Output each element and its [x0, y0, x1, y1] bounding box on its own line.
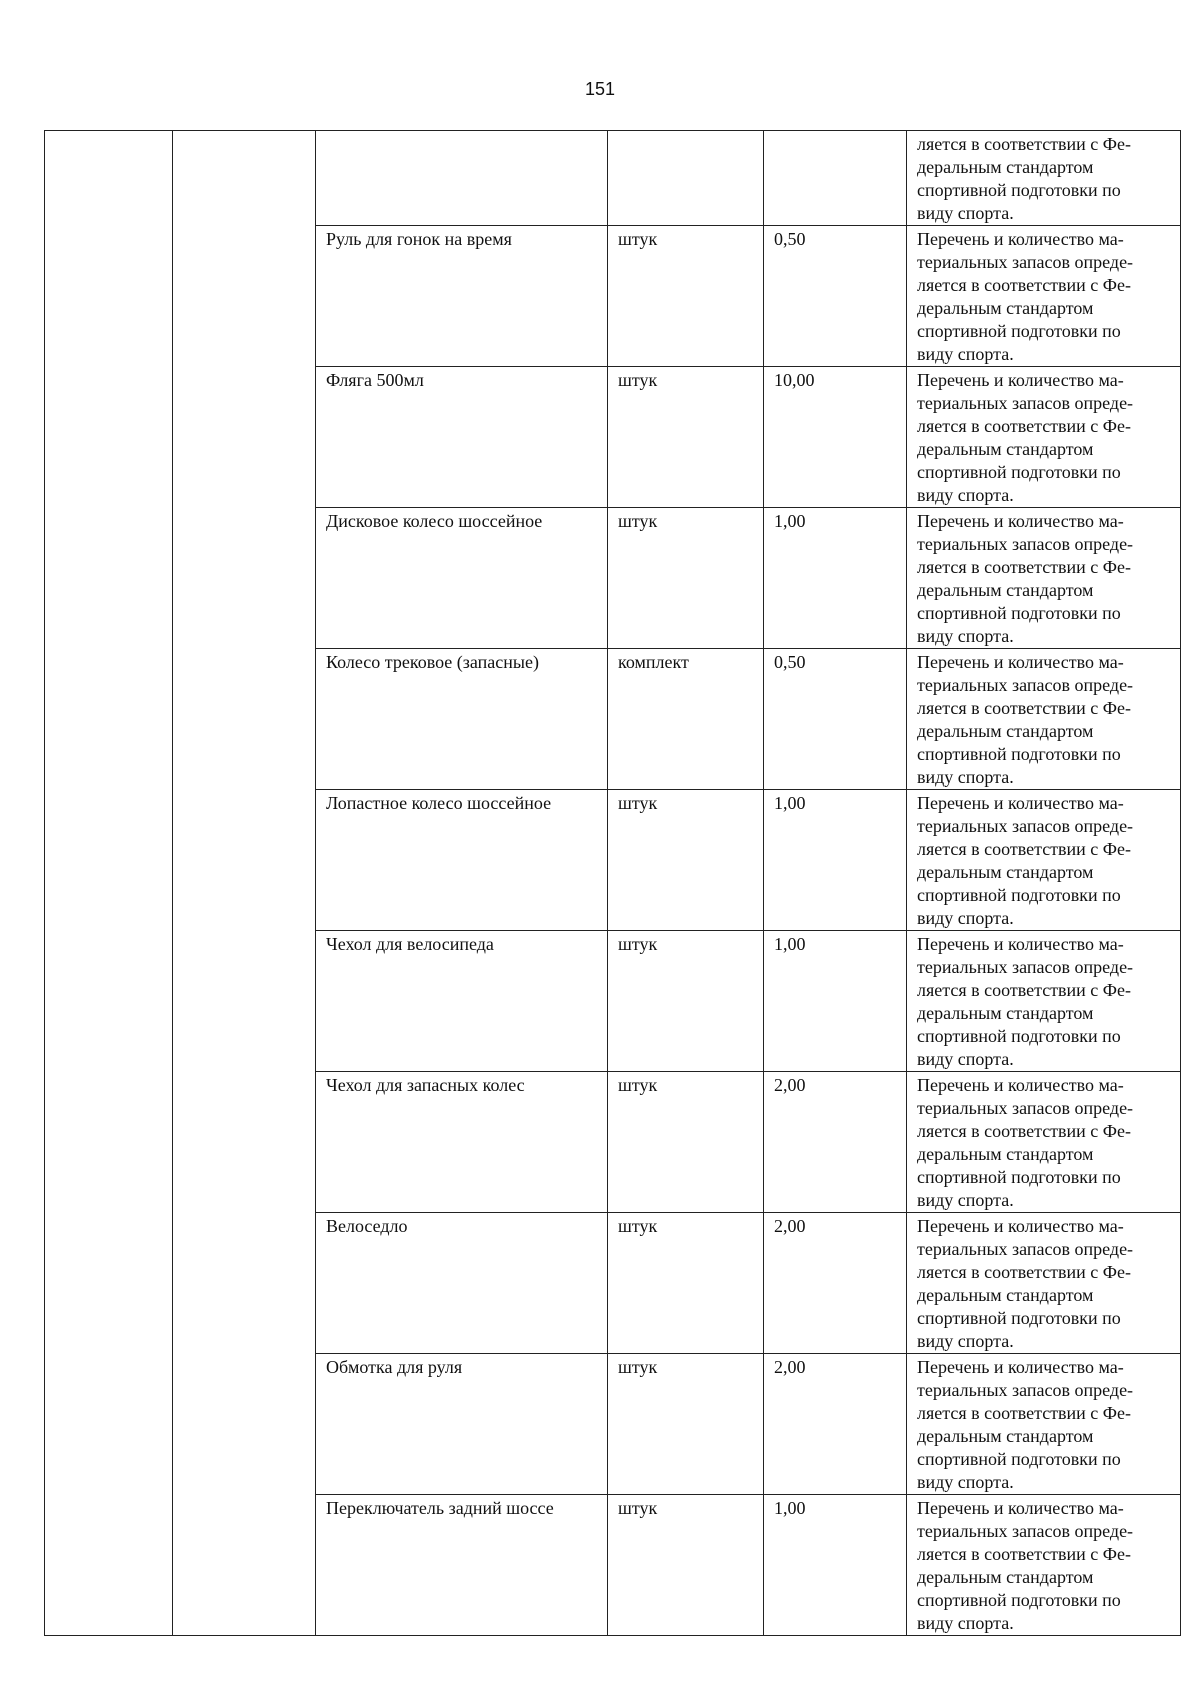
unit-cell: штук: [608, 790, 764, 931]
quantity-cell: 2,00: [764, 1354, 907, 1495]
unit-cell: штук: [608, 1354, 764, 1495]
note-cell: ляется в соответствии с Фе- деральным стандартом спортивной подготовки по виду спорта.: [907, 131, 1181, 226]
materials-table: [44, 130, 1181, 1636]
item-name-cell: Руль для гонок на время: [316, 226, 608, 367]
item-name-cell: Велоседло: [316, 1213, 608, 1354]
note-cell: Перечень и количество ма- териальных запасов опреде- ляется в соответствии с Фе- деральным стандартом спортивной подготовки по виду спорта.: [907, 226, 1181, 367]
quantity-cell: 2,00: [764, 1213, 907, 1354]
note-cell: Перечень и количество ма- териальных запасов опреде- ляется в соответствии с Фе- деральным стандартом спортивной подготовки по виду спорта.: [907, 931, 1181, 1072]
quantity-cell: 1,00: [764, 508, 907, 649]
note-cell: Перечень и количество ма- териальных запасов опреде- ляется в соответствии с Фе- деральным стандартом спортивной подготовки по виду спорта.: [907, 1072, 1181, 1213]
item-name-cell: Лопастное колесо шоссейное: [316, 790, 608, 931]
unit-cell: штук: [608, 1495, 764, 1636]
unit-cell: [608, 131, 764, 226]
unit-cell: штук: [608, 226, 764, 367]
note-cell: Перечень и количество ма- териальных запасов опреде- ляется в соответствии с Фе- деральным стандартом спортивной подготовки по виду спорта.: [907, 649, 1181, 790]
item-name-cell: Чехол для велосипеда: [316, 931, 608, 1072]
note-cell: Перечень и количество ма- териальных запасов опреде- ляется в соответствии с Фе- деральным стандартом спортивной подготовки по виду спорта.: [907, 1495, 1181, 1636]
item-name-cell: Дисковое колесо шоссейное: [316, 508, 608, 649]
item-name-cell: Обмотка для руля: [316, 1354, 608, 1495]
item-name-cell: Колесо трековое (запасные): [316, 649, 608, 790]
note-cell: Перечень и количество ма- териальных запасов опреде- ляется в соответствии с Фе- деральным стандартом спортивной подготовки по виду спорта.: [907, 1354, 1181, 1495]
note-cell: Перечень и количество ма- териальных запасов опреде- ляется в соответствии с Фе- деральным стандартом спортивной подготовки по виду спорта.: [907, 1213, 1181, 1354]
quantity-cell: 0,50: [764, 649, 907, 790]
quantity-cell: 0,50: [764, 226, 907, 367]
note-cell: Перечень и количество ма- териальных запасов опреде- ляется в соответствии с Фе- деральным стандартом спортивной подготовки по виду спорта.: [907, 508, 1181, 649]
page-number: 151: [584, 79, 616, 99]
quantity-cell: 10,00: [764, 367, 907, 508]
quantity-cell: [764, 131, 907, 226]
quantity-cell: 1,00: [764, 1495, 907, 1636]
item-name-cell: [316, 131, 608, 226]
unit-cell: штук: [608, 1213, 764, 1354]
merged-cell-col2: [173, 131, 316, 1636]
unit-cell: комплект: [608, 649, 764, 790]
unit-cell: штук: [608, 1072, 764, 1213]
quantity-cell: 1,00: [764, 790, 907, 931]
table-row: [45, 131, 1181, 226]
unit-cell: штук: [608, 508, 764, 649]
unit-cell: штук: [608, 931, 764, 1072]
note-cell: Перечень и количество ма- териальных запасов опреде- ляется в соответствии с Фе- деральным стандартом спортивной подготовки по виду спорта.: [907, 790, 1181, 931]
item-name-cell: Чехол для запасных колес: [316, 1072, 608, 1213]
quantity-cell: 1,00: [764, 931, 907, 1072]
unit-cell: штук: [608, 367, 764, 508]
note-cell: Перечень и количество ма- териальных запасов опреде- ляется в соответствии с Фе- деральным стандартом спортивной подготовки по виду спорта.: [907, 367, 1181, 508]
item-name-cell: Фляга 500мл: [316, 367, 608, 508]
merged-cell-col1: [45, 131, 173, 1636]
quantity-cell: 2,00: [764, 1072, 907, 1213]
item-name-cell: Переключатель задний шоссе: [316, 1495, 608, 1636]
